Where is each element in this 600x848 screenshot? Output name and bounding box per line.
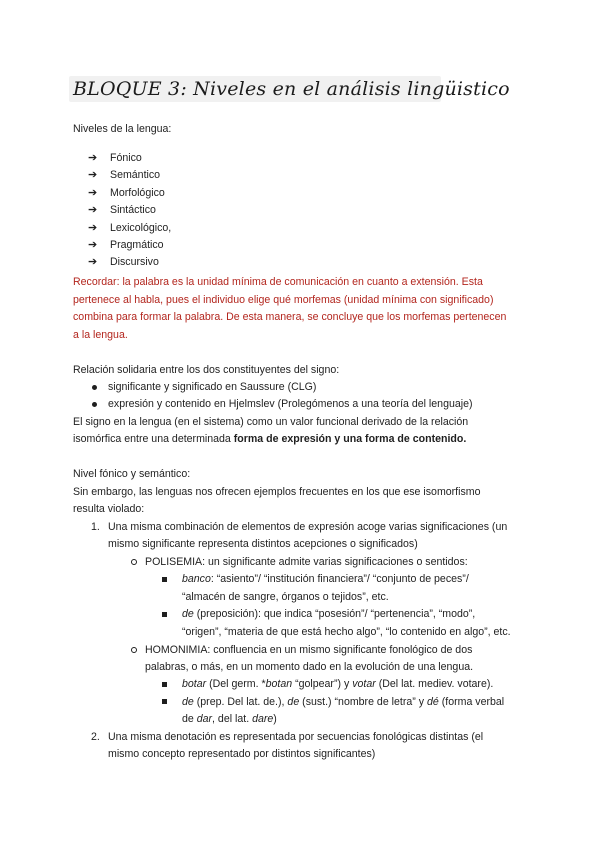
circle-bullet-icon	[131, 647, 137, 653]
section-text: resulta violado:	[73, 503, 145, 515]
circle-bullet-icon	[131, 559, 137, 565]
list-item: ➔ Lexicológico,	[88, 220, 171, 237]
square-bullet-icon	[162, 682, 167, 687]
square-bullet-icon	[162, 612, 167, 617]
example-banco: banco: “asiento”/ “institución financiera”/ “conjunto de peces”/	[182, 573, 469, 585]
list-item: ➔ Sintáctico	[88, 202, 171, 219]
list-item: ➔ Pragmático	[88, 237, 171, 254]
arrow-icon: ➔	[88, 186, 98, 199]
list-item: ➔ Semántico	[88, 167, 171, 184]
list-item: significante y significado en Saussure (CLG)	[108, 381, 317, 393]
item-number: 1.	[91, 521, 100, 533]
example-de-homonimia: de (prep. Del lat. de.), de (sust.) “nombre de letra” y dé (forma verbal	[182, 696, 505, 708]
arrow-icon: ➔	[88, 152, 98, 164]
arrow-icon: ➔	[88, 204, 98, 217]
homonimia-label-cont: palabras, o más, en un momento dado en la evolución de una lengua.	[145, 661, 474, 673]
bullet-icon	[92, 402, 97, 407]
bullet-icon	[92, 385, 97, 390]
document-page: BLOQUE 3: Niveles en el análisis lingüistico Niveles de la lengua: ➔ Fónico ➔ Semántico ➔ Morfológico ➔ Sintáctico ➔ Lexicológico, ➔ Pragmático ➔ Discursivo Recordar: la palabra es la unidad mínima de comunicación en cuanto a extensión. Esta pertenece al habla, pues el individuo elige qué morfemas (unidad mínima con significado) combina para formar la palabra. De esta manera, se concluye que los morfemas pertenecen a la lengua. Relación solidaria entre los dos constituyentes del signo: significante y significado en Saussure (CLG) expresión y contenido en Hjelmslev (Prolegómenos a una teoría del lenguaje) El signo en la lengua (en el sistema) como un valor funcional derivado de la relación isomórfica entre una determinada forma de expresión y una forma de contenido. Nivel fónico y semántico: Sin embargo, las lenguas nos ofrecen ejemplos frecuentes en los que ese isomorfismo resulta violado: 1. Una misma combinación de elementos de expresión acoge varias significaciones (un mismo significante representa distintos acepciones o significados) POLISEMIA: un significante admite varias significaciones o sentidos: banco: “asiento”/ “institución financiera”/ “conjunto de peces”/ “almacén de sangre, órganos o tejidos”, etc. de (preposición): que indica “posesión”/ “pertenencia”, “modo”, “origen”, “materia de que está hecho algo”, “lo contenido en algo”, etc. HOMONIMIA: confluencia en un mismo significante fonológico de dos palabras, o más, en un momento dado en la evolución de una lengua. botar (Del germ. *botan “golpear”) y votar (Del lat. mediev. votare). de (prep. Del lat. de.), de (sust.) “nombre de letra” y dé (forma verbal de dar, del lat. dare) 2. Una misma denotación es representada por secuencias fonológicas distintas (el mismo concepto representado por distintos significantes)	[0, 0, 600, 848]
item-text: Una misma combinación de elementos de expresión acoge varias significaciones (un	[108, 521, 508, 533]
arrow-icon: ➔	[88, 238, 98, 251]
arrow-icon: ➔	[88, 221, 98, 234]
item-text: mismo concepto representado por distintos significantes)	[108, 748, 376, 760]
title-block	[69, 74, 510, 104]
square-bullet-icon	[162, 699, 167, 704]
arrow-icon: ➔	[88, 169, 98, 182]
example-de-homonimia-cont: de dar, del lat. dare)	[182, 713, 277, 725]
list-item: ➔ Fónico	[88, 150, 171, 167]
page-title: BLOQUE 3: Niveles en el análisis lingüistico	[73, 78, 510, 100]
levels-list	[88, 150, 171, 272]
arrow-icon: ➔	[88, 256, 98, 269]
example-botar: botar (Del germ. *botan “golpear”) y votar (Del lat. mediev. votare).	[182, 678, 494, 690]
square-bullet-icon	[162, 577, 167, 582]
item-number: 2.	[91, 731, 100, 743]
example-de: de (preposición): que indica “posesión”/ “pertenencia”, “modo”,	[182, 608, 476, 620]
sign-text-line: El signo en la lengua (en el sistema) como un valor funcional derivado de la relación	[73, 416, 469, 428]
example-de-cont: “origen”, “materia de que está hecho algo”, “lo contenido en algo”, etc.	[182, 626, 511, 638]
section-heading: Nivel fónico y semántico:	[73, 468, 191, 480]
section-text: Sin embargo, las lenguas nos ofrecen ejemplos frecuentes en los que ese isomorfismo	[73, 486, 481, 498]
list-item: expresión y contenido en Hjelmslev (Prolegómenos a una teoría del lenguaje)	[108, 398, 473, 410]
sign-text-line: isomórfica entre una determinada forma de expresión y una forma de contenido.	[73, 433, 467, 445]
homonimia-label: HOMONIMIA: confluencia en un mismo significante fonológico de dos	[145, 644, 473, 656]
example-banco-cont: “almacén de sangre, órganos o tejidos”, etc.	[182, 591, 389, 603]
item-text: mismo significante representa distintos acepciones o significados)	[108, 538, 418, 550]
relation-intro: Relación solidaria entre los dos constituyentes del signo:	[73, 364, 340, 376]
polisemia-label: POLISEMIA: un significante admite varias significaciones o sentidos:	[145, 556, 468, 568]
item-text: Una misma denotación es representada por secuencias fonológicas distintas (el	[108, 731, 484, 743]
list-item: ➔ Morfológico	[88, 185, 171, 202]
list-item: ➔ Discursivo	[88, 254, 171, 271]
levels-intro: Niveles de la lengua:	[73, 123, 172, 135]
